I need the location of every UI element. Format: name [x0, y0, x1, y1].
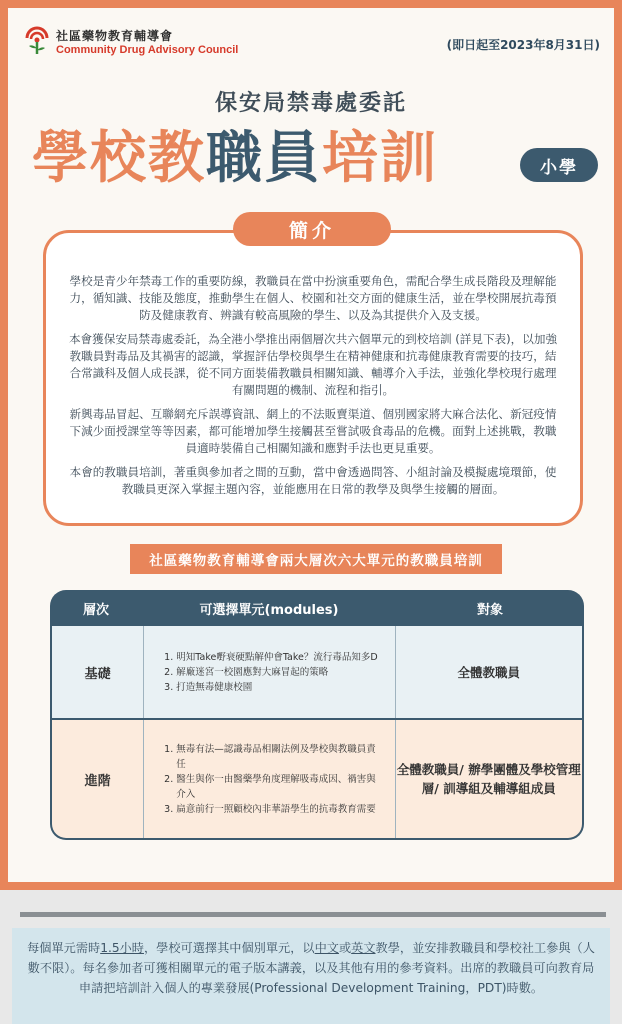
module-item: 1. 無毒有法—認識毒品相關法例及學校與教職員責任	[176, 742, 380, 772]
row-modules	[143, 720, 395, 838]
intro-paragraph: 新興毒品冒起、互聯網充斥誤導資訊、網上的不法販賣渠道、個別國家將大麻合法化、新冠疫情下減少面授課堂等等因素，都可能增加學生接觸甚至嘗試吸食毒品的危機。面對上述挑戰，教職員適時裝備自己相關知識和應對手法也更見重要。	[69, 407, 557, 455]
intro-paragraph: 本會獲保安局禁毒處委託，為全港小學推出兩個層次共六個單元的到校培訓 (詳見下表)，以加強教職員對毒品及其禍害的認識，掌握評估學校與學生在精神健康和抗毒健康教育需要的技巧，結合常識科及個人成長課，從不同方面裝備教職員相關知識、輔導介入手法，並強化學校現行處理有關問題的機制、流程和指引。	[68, 332, 558, 397]
row-modules	[143, 626, 395, 718]
intro-paragraph: 學校是青少年禁毒工作的重要防線，教職員在當中扮演重要角色，需配合學生成長階段及理解能力，循知識、技能及態度，推動學生在個人、校園和社交方面的健康生活，並在學校開展抗毒預防及健康教育、辨識有較高風險的學生、以及為其提供介入及支援。	[69, 274, 557, 322]
table-header	[50, 590, 584, 626]
header-modules: 可選擇單元(modules)	[199, 602, 339, 618]
commission-line: 保安局禁毒處委託	[214, 91, 407, 116]
row-target: 全體教職員	[457, 664, 520, 680]
divider	[20, 912, 606, 917]
header-target: 對象	[476, 602, 503, 618]
org-name-en: Community Drug Advisory Council	[56, 43, 239, 56]
title-part-5: 培	[322, 126, 380, 191]
notice-text: 每個單元需時1.5小時，學校可選擇其中個別單元，以中文或英文教學，並安排教職員和學校社工參與（人數不限）。每名參加者可獲相關單元的電子版本講義，以及其他有用的參考資料。出席的教職員可向教育局申請把培訓計入個人的專業發展(Professional Development Training，PDT)時數。	[27, 941, 595, 995]
school-level-badge: 小學	[520, 148, 598, 182]
poster-inner	[8, 8, 614, 882]
title-part-2: 教	[148, 126, 206, 191]
date-note: (即日起至2023年8月31日)	[446, 38, 600, 52]
org-logo	[24, 26, 238, 56]
row-target: 全體教職員/ 辦學團體及學校管理層/ 訓導組及輔導組成員	[396, 762, 581, 796]
intro-heading: 簡介	[233, 212, 391, 246]
page-title	[32, 124, 438, 194]
row-level: 進階	[84, 773, 111, 789]
modules-table	[50, 590, 584, 840]
english-highlight: 英文	[351, 941, 376, 955]
header-level: 層次	[82, 602, 109, 618]
table-row	[50, 720, 584, 840]
section-banner: 社區藥物教育輔導會兩大層次六大單元的教職員培訓	[130, 544, 502, 574]
title-part-6: 訓	[380, 126, 438, 191]
row-level: 基礎	[84, 666, 111, 682]
module-item: 1. 明知Take嘢衰硬點解仲會Take？流行毒品知多D	[176, 650, 377, 665]
module-item: 3. 扁意前行一照顧校內非華語學生的抗毒教育需要	[176, 802, 380, 817]
chinese-highlight: 中文	[314, 941, 339, 955]
org-name-zh: 社區藥物教育輔導會	[56, 28, 174, 43]
title-part-3: 職	[206, 126, 264, 191]
notice-box	[12, 928, 610, 1024]
module-item: 2. 醫生與你一由醫藥學角度理解吸毒成因、禍害與介入	[176, 772, 380, 802]
module-item: 2. 解廠迷宮一校園應對大麻冒起的策略	[176, 665, 377, 680]
module-item: 3. 打造無毒健康校園	[176, 680, 377, 695]
title-part-1: 學校	[32, 126, 148, 191]
table-row	[50, 626, 584, 720]
intro-box	[43, 230, 583, 526]
hours-highlight: 1.5小時	[100, 941, 144, 955]
intro-paragraph: 本會的教職員培訓，著重與參加者之間的互動，當中會透過問答、小組討論及模擬處境環節，使教職員更深入掌握主題內容，並能應用在日常的教學及與學生接觸的層面。	[69, 465, 557, 496]
org-logo-icon	[24, 26, 50, 56]
title-part-4: 員	[264, 126, 322, 191]
